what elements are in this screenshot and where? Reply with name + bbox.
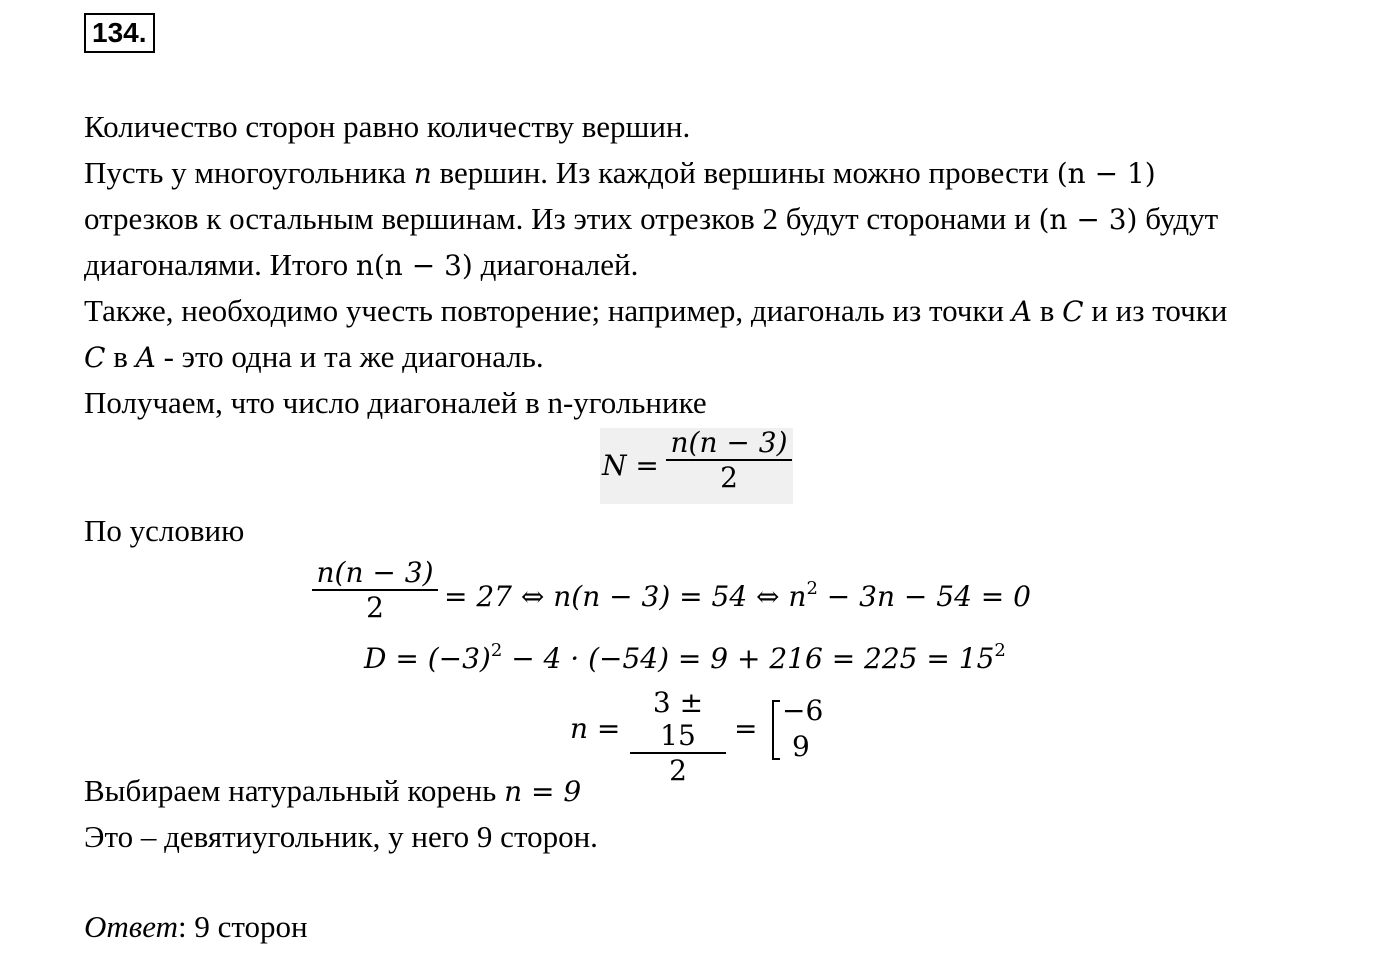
text-segment: - это одна и та же диагональ. (155, 339, 544, 374)
formula-diagonals-fraction (666, 426, 792, 494)
text-line-2 (84, 150, 1156, 197)
formula-roots-fraction (630, 686, 726, 787)
text-segment: Пусть у многоугольника (84, 155, 414, 190)
math-expr: − 3n − 54 = 0 (817, 580, 1031, 613)
answer-label: Ответ (84, 909, 178, 944)
text-line-3 (84, 196, 1218, 243)
text-segment: будут (1137, 201, 1219, 236)
text-segment: диагоналей. (472, 247, 639, 282)
text-line-4 (84, 242, 638, 289)
text-segment: Также, необходимо учесть повторение; например, диагональ из точки (84, 293, 1012, 328)
root-negative: −6 (782, 694, 824, 727)
text-line-7: Получаем, что число диагоналей в n-угольнике (84, 385, 707, 420)
math-exponent: 2 (806, 578, 818, 599)
math-var: A (135, 341, 156, 374)
formula-roots-equals: = (734, 712, 758, 745)
math-expr: n(n − 3) (355, 249, 473, 282)
answer-text: : 9 сторон (177, 909, 308, 944)
fraction-denominator: 2 (669, 754, 687, 787)
roots-bracket (772, 700, 780, 760)
fraction-numerator: 3 ± 15 (652, 686, 704, 752)
text-segment: в (1032, 293, 1063, 328)
math-expr: − 4 · (−54) = 9 + 216 = 225 = 15 (502, 642, 995, 675)
text-line-10: Это – девятиугольник, у него 9 сторон. (84, 819, 598, 854)
text-line-9 (84, 768, 581, 815)
math-expr: (n − 3) (1038, 203, 1138, 236)
text-segment: и из точки (1083, 293, 1228, 328)
root-positive: 9 (792, 730, 810, 763)
formula-condition-fraction (312, 556, 438, 624)
math-var: A (1011, 295, 1033, 328)
math-var: n (413, 157, 432, 190)
math-expr: (n − 1) (1056, 157, 1156, 190)
math-var: C (1062, 295, 1084, 328)
fraction-numerator: n(n − 3) (316, 556, 434, 589)
math-expr: = 27 ⇔ n(n − 3) = 54 ⇔ n (444, 580, 807, 613)
math-var: C (84, 341, 106, 374)
math-expr: n = 9 (504, 775, 582, 808)
math-exponent: 2 (994, 640, 1006, 661)
text-segment: вершин. Из каждой вершины можно провести (431, 155, 1057, 190)
formula-n-lhs: N = (602, 449, 659, 482)
problem-number: 134. (84, 13, 155, 53)
formula-condition-rest (444, 580, 1031, 613)
fraction-numerator: n(n − 3) (670, 426, 788, 459)
text-line-8: По условию (84, 513, 245, 548)
text-segment: отрезков к остальным вершинам. Из этих отрезков 2 будут сторонами и (84, 201, 1039, 236)
answer-line (84, 904, 308, 950)
fraction-denominator: 2 (366, 591, 384, 624)
text-line-1: Количество сторон равно количеству вершин. (84, 109, 691, 144)
formula-roots-lhs: n = (570, 712, 621, 745)
text-segment: в (105, 339, 136, 374)
fraction-denominator: 2 (720, 461, 738, 494)
text-segment: диагоналями. Итого (84, 247, 356, 282)
text-line-6 (84, 334, 544, 381)
math-exponent: 2 (490, 640, 503, 661)
text-line-5 (84, 288, 1227, 335)
text-segment: Выбираем натуральный корень (84, 773, 505, 808)
math-expr: D = (−3) (364, 642, 491, 675)
formula-discriminant (364, 642, 1006, 675)
